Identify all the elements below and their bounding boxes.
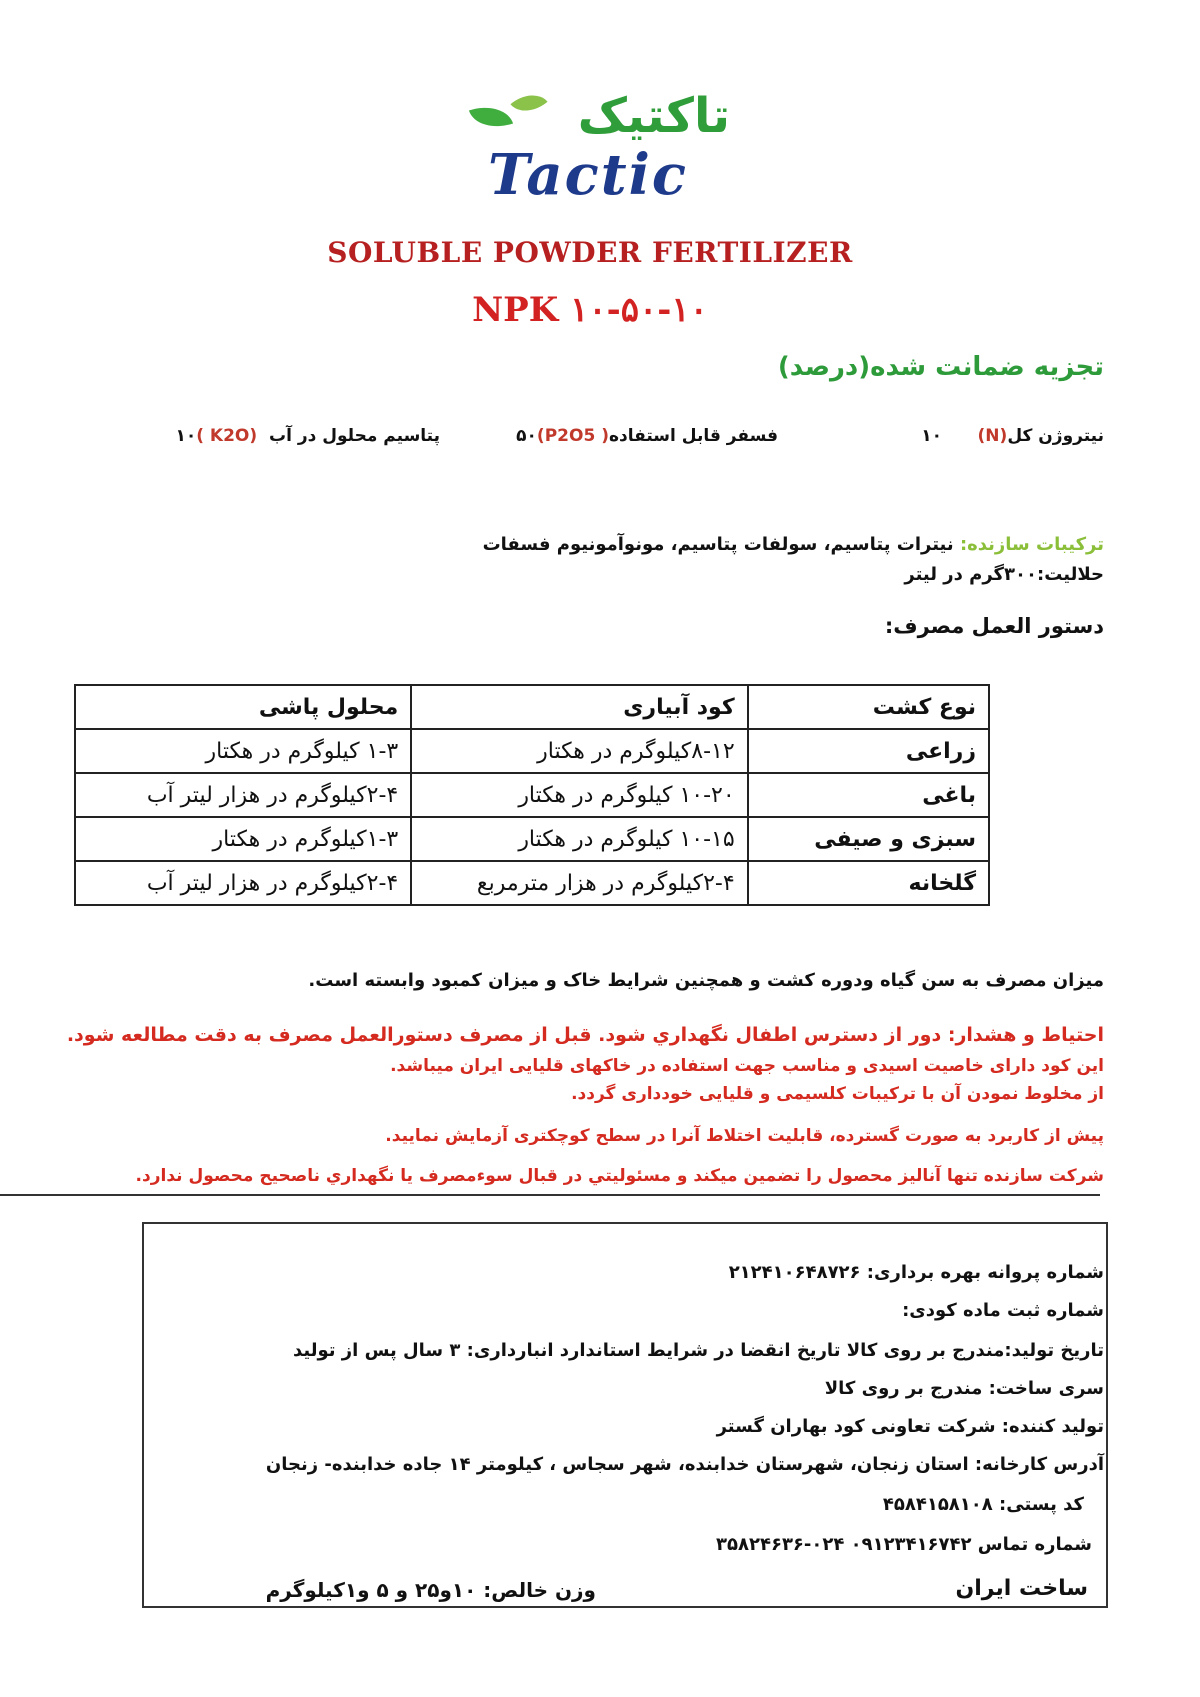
cell-crop: گلخانه [748,861,989,905]
leaf-icon [469,99,513,135]
divider [0,1194,1100,1196]
composition-value: نیترات پتاسیم، سولفات پتاسیم، مونوآمونیوم فسفات [482,534,954,555]
info-registration: شماره ثبت ماده کودی: [902,1300,1104,1321]
nutrient-potassium [175,426,440,446]
info-net-weight: وزن خالص: ۱۰و۲۵ و ۵ و۱کیلوگرم [265,1578,596,1602]
nutrient-label: فسفر قابل استفاده [608,426,778,446]
table-row [75,861,989,905]
cell-crop: زراعی [748,729,989,773]
nutrient-nitrogen [921,426,1104,446]
cell-foliar: ۲-۴کیلوگرم در هزار لیتر آب [75,861,411,905]
solubility-value: ۳۰۰گرم در لیتر [904,564,1037,585]
nutrient-value: ۱۰ [175,426,197,446]
solubility [904,564,1104,585]
info-dates: تاریخ تولید:مندرج بر روی کالا تاریخ انقضا در شرایط استاندارد انبارداری: ۳ سال پس از تولید [292,1340,1104,1361]
tactic-logo [470,88,730,208]
solubility-label: حلالیت: [1037,564,1104,585]
usage-heading: دستور العمل مصرف: [884,614,1104,638]
header-fertigation: کود آبیاری [411,685,747,729]
info-postal: کد پستی: ۴۵۸۴۱۵۸۱۰۸ [882,1494,1084,1515]
info-producer: تولید کننده: شرکت تعاونی کود بهاران گستر [716,1416,1104,1437]
info-address: آدرس کارخانه: استان زنجان، شهرستان خدابنده، شهر سجاس ، کیلومتر ۱۴ جاده خدابنده- زنجان [265,1454,1104,1475]
header-crop: نوع کشت [748,685,989,729]
cell-foliar: ۱-۳کیلوگرم در هکتار [75,817,411,861]
cell-fertigation: ۸-۱۲کیلوگرم در هکتار [411,729,747,773]
nutrient-value: ۱۰ [921,426,942,446]
table-row [75,729,989,773]
table-row [75,773,989,817]
info-batch: سری ساخت: مندرج بر روی کالا [824,1378,1104,1399]
nutrient-phosphorus [516,426,778,446]
header-foliar: محلول پاشی [75,685,411,729]
leaf-icon [510,85,547,121]
composition-label: ترکیبات سازنده: [959,534,1104,555]
cell-foliar: ۲-۴کیلوگرم در هزار لیتر آب [75,773,411,817]
cell-crop: سبزی و صیفی [748,817,989,861]
analysis-heading: تجزیه ضمانت شده(درصد) [777,352,1104,382]
cell-foliar: ۱-۳ کیلوگرم در هکتار [75,729,411,773]
logo-persian-text: تاکتیک [577,88,730,144]
warning-line: این کود دارای خاصیت اسیدی و مناسب جهت استفاده در خاکهای قلیایی ایران میباشد. [390,1056,1104,1076]
warning-line: پیش از کاربرد به صورت گسترده، قابلیت اختلاط آنرا در سطح کوچکتری آزمایش نمایید. [385,1126,1104,1146]
cell-fertigation: ۲-۴کیلوگرم در هزار مترمربع [411,861,747,905]
product-grade: NPK ۱۰-۵۰-۱۰ [472,290,708,330]
nutrient-chem: (N) [977,426,1008,446]
table-header-row [75,685,989,729]
nutrient-label: نیتروژن کل [1007,426,1104,446]
cell-fertigation: ۱۰-۱۵ کیلوگرم در هکتار [411,817,747,861]
nutrient-chem: (K2O ) [196,426,258,446]
logo-latin-text: Tactic [488,142,688,208]
info-made-in: ساخت ایران [955,1576,1088,1601]
cell-fertigation: ۱۰-۲۰ کیلوگرم در هکتار [411,773,747,817]
nutrient-chem: ( P2O5) [536,426,609,446]
warning-line: از مخلوط نمودن آن با ترکیبات کلسیمی و قلیایی خودداری گردد. [571,1084,1104,1104]
cell-crop: باغی [748,773,989,817]
nutrient-label: پتاسیم محلول در آب [269,426,440,446]
info-license: شماره پروانه بهره برداری: ۲۱۲۴۱۰۶۴۸۷۲۶ [728,1262,1104,1283]
rate-note: میزان مصرف به سن گیاه ودوره کشت و همچنین شرایط خاک و میزان کمبود وابسته است. [308,970,1104,991]
usage-table [74,684,990,906]
composition [483,534,1104,555]
warning-line: احتیاط و هشدار: دور از دسترس اطفال نگهداري شود. قبل از مصرف دستورالعمل مصرف به دقت مطالعه شود. [66,1024,1104,1046]
warning-line: شرکت سازنده تنها آنالیز محصول را تضمین میکند و مسئولیتي در قبال سوءمصرف یا نگهداري ناصحیح محصول ندارد. [135,1166,1104,1186]
nutrient-value: ۵۰ [516,426,537,446]
info-phone: شماره تماس ۰۹۱۲۳۴۱۶۷۴۲ ۰۲۴-۳۵۸۲۴۶۳۶ [716,1534,1092,1555]
table-row [75,817,989,861]
product-title: SOLUBLE POWDER FERTILIZER [327,236,853,269]
